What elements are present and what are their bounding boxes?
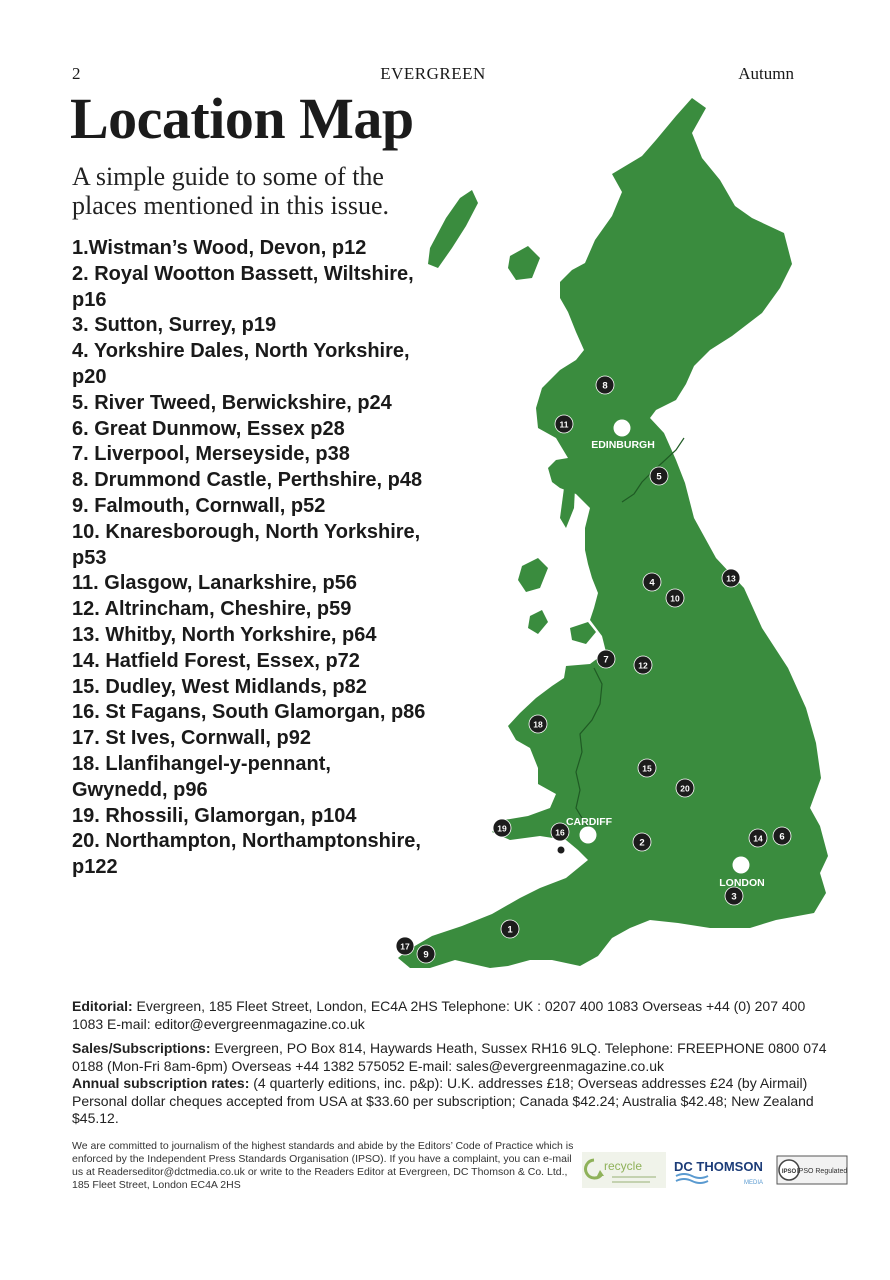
sales-text: Evergreen, PO Box 814, Haywards Heath, Sussex RH16 9LQ. Telephone: FREEPHONE 0800 074 0188 (Mon-Fri 8am-6pm) Overseas +44 1382 575052 E-mail: sales@evergreenmagazine.co.uk xyxy=(72,1040,827,1074)
map-marker-1 xyxy=(501,920,519,938)
map-marker-label: 12 xyxy=(638,660,648,671)
place-item: 1.Wistman’s Wood, Devon, p12 xyxy=(72,237,367,259)
place-item: 9. Falmouth, Cornwall, p52 xyxy=(72,494,326,517)
place-item: 7. Liverpool, Merseyside, p38 xyxy=(72,443,350,466)
place-item: 8. Drummond Castle, Perthshire, p48 xyxy=(72,469,423,492)
city-label: LONDON xyxy=(719,877,765,889)
place-item: 14. Hatfield Forest, Essex, p72 xyxy=(72,649,360,672)
recycle-logo xyxy=(582,1152,666,1188)
map-marker-6 xyxy=(773,827,791,845)
map-marker-14 xyxy=(749,829,767,847)
map-marker-label: 14 xyxy=(753,833,763,844)
ipso-logo xyxy=(776,1154,848,1186)
uk-map xyxy=(380,88,890,988)
page-number: 2 xyxy=(72,64,81,83)
map-marker-label: 7 xyxy=(603,654,609,666)
place-item: 12. Altrincham, Cheshire, p59 xyxy=(72,598,352,621)
legal-notice: We are committed to journalism of the highest standards and abide by the Editors’ Code of Practice which is enforced by the Independent Press Standards Organisation (IPSO). If you have a complaint, you can e-mail us at Readerseditor@dctmedia.co.uk or write to the Readers Editor at Evergreen, DC Thomson & Co. Ltd., 185 Fleet Street, London EC4A 2HS xyxy=(72,1140,574,1191)
map-marker-label: 9 xyxy=(423,949,429,961)
svg-text:IPSO: IPSO xyxy=(781,1169,797,1175)
city-label: EDINBURGH xyxy=(591,439,655,451)
city-dot xyxy=(580,827,597,844)
place-item: 16. St Fagans, South Glamorgan, p86 xyxy=(72,701,426,724)
city-label: CARDIFF xyxy=(565,816,613,828)
place-item: 4. Yorkshire Dales, North Yorkshire, p20 xyxy=(72,340,410,388)
location-dot xyxy=(558,847,565,854)
map-marker-9 xyxy=(417,945,435,963)
place-item: 20. Northampton, Northamptonshire, p122 xyxy=(72,830,421,879)
editorial-info xyxy=(72,998,832,1033)
sales-label: Sales/Subscriptions: xyxy=(72,1040,211,1056)
map-marker-label: 17 xyxy=(400,941,410,952)
place-item: 19. Rhossili, Glamorgan, p104 xyxy=(72,804,357,827)
map-marker-label: 2 xyxy=(639,837,645,849)
map-marker-label: 18 xyxy=(533,719,543,730)
map-marker-18 xyxy=(529,715,547,733)
map-marker-label: 10 xyxy=(670,593,680,604)
map-marker-7 xyxy=(597,650,615,668)
place-item: 11. Glasgow, Lanarkshire, p56 xyxy=(72,572,357,595)
magazine-name: EVERGREEN xyxy=(380,64,486,83)
place-item: 5. River Tweed, Berwickshire, p24 xyxy=(72,391,392,414)
sales-info xyxy=(72,1040,832,1128)
map-marker-label: 5 xyxy=(656,471,662,483)
page-subtitle: A simple guide to some of the places mentioned in this issue. xyxy=(72,162,390,220)
islay-island xyxy=(518,558,548,592)
place-item: 2. Royal Wootton Bassett, Wiltshire, p16 xyxy=(72,262,414,311)
map-marker-label: 15 xyxy=(642,763,652,774)
map-marker-label: 6 xyxy=(779,831,785,843)
arran-island xyxy=(528,610,548,634)
city-dot xyxy=(614,420,631,437)
map-marker-label: 3 xyxy=(731,891,737,903)
rates-label: Annual subscription rates: xyxy=(72,1075,250,1091)
dc-thomson-logo-text: DC THOMSON xyxy=(674,1159,763,1174)
page-title: Location Map xyxy=(70,86,414,151)
map-marker-2 xyxy=(633,833,651,851)
place-item: 3. Sutton, Surrey, p19 xyxy=(72,314,277,337)
anglesey-island xyxy=(570,622,596,644)
map-marker-4 xyxy=(643,573,661,591)
place-item: 17. St Ives, Cornwall, p92 xyxy=(72,727,311,750)
dc-thomson-media-text: MEDIA xyxy=(744,1180,764,1186)
map-marker-label: 20 xyxy=(680,783,690,794)
map-marker-11 xyxy=(555,415,573,433)
ipso-logo-text: IPSO Regulated xyxy=(796,1168,848,1175)
place-item: 10. Knaresborough, North Yorkshire, p53 xyxy=(72,520,421,569)
map-marker-label: 16 xyxy=(555,827,565,838)
place-item: 15. Dudley, West Midlands, p82 xyxy=(72,675,367,698)
place-item: 13. Whitby, North Yorkshire, p64 xyxy=(72,623,377,646)
map-marker-5 xyxy=(650,467,668,485)
place-item: 18. Llanfihangel-y-pennant, Gwynedd, p96 xyxy=(72,752,331,801)
map-marker-13 xyxy=(722,569,740,587)
dc-thomson-logo xyxy=(672,1156,776,1188)
mull-island xyxy=(508,246,540,280)
map-marker-label: 8 xyxy=(602,380,608,392)
map-marker-label: 11 xyxy=(559,419,569,430)
hebrides-island xyxy=(428,190,478,268)
map-marker-label: 4 xyxy=(649,577,655,589)
recycle-logo-text: recycle xyxy=(604,1159,643,1173)
city-dot xyxy=(733,857,750,874)
places-list xyxy=(72,236,432,881)
editorial-label: Editorial: xyxy=(72,998,133,1014)
map-marker-20 xyxy=(676,779,694,797)
map-marker-3 xyxy=(725,887,743,905)
page-header xyxy=(72,64,794,86)
map-marker-15 xyxy=(638,759,656,777)
place-item: 6. Great Dunmow, Essex p28 xyxy=(72,417,345,440)
map-marker-19 xyxy=(493,819,511,837)
map-marker-label: 1 xyxy=(507,924,513,936)
issue-season: Autumn xyxy=(738,64,794,83)
map-marker-8 xyxy=(596,376,614,394)
editorial-text: Evergreen, 185 Fleet Street, London, EC4A 2HS Telephone: UK : 0207 400 1083 Overseas +44 (0) 207 400 1083 E-mail: editor@evergreenmagazine.co.uk xyxy=(72,998,806,1032)
rates-text: (4 quarterly editions, inc. p&p): U.K. addresses £18; Overseas addresses £24 (by Airmail) Personal dollar cheques accepted from USA at $33.60 per subscription; Canada $42.24; Australia $42.48; New Zealand $45.12. xyxy=(72,1075,814,1126)
map-marker-10 xyxy=(666,589,684,607)
map-marker-label: 13 xyxy=(726,573,736,584)
map-marker-17 xyxy=(396,937,414,955)
map-marker-12 xyxy=(634,656,652,674)
map-marker-label: 19 xyxy=(497,823,507,834)
